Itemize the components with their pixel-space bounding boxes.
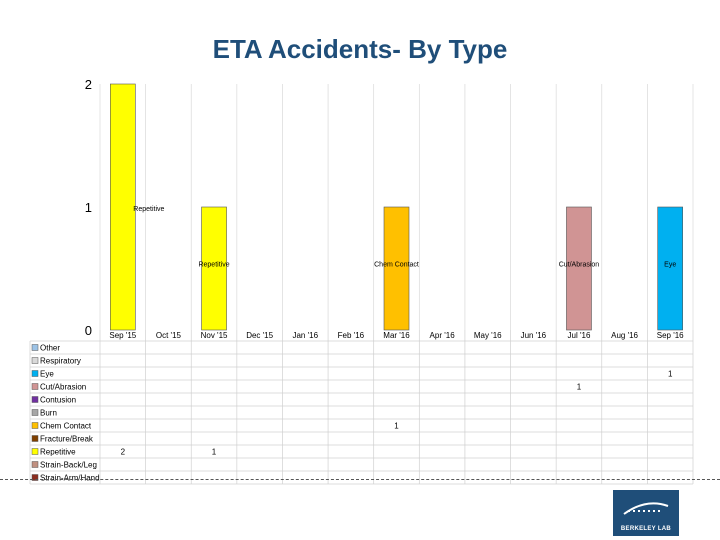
legend-swatch: [32, 397, 38, 403]
bar-annotation: Repetitive: [198, 261, 230, 269]
legend-swatch: [32, 358, 38, 364]
x-tick-label: Jan '16: [292, 331, 319, 340]
bar-repetitive: [202, 207, 227, 330]
x-tick-label: Nov '15: [200, 331, 228, 340]
x-tick-label: Aug '16: [611, 331, 639, 340]
legend-swatch: [32, 384, 38, 390]
bar-annotation: Eye: [664, 261, 677, 269]
chart-title: ETA Accidents- By Type: [212, 34, 508, 64]
logo-text: BERKELEY LAB: [620, 526, 672, 532]
legend-label: Respiratory: [40, 356, 81, 366]
y-tick-label: 1: [84, 200, 92, 215]
slide-divider: [0, 479, 720, 480]
y-tick-label: 0: [84, 323, 92, 338]
bar-cut-abrasion: [566, 207, 591, 330]
legend-label: Strain-Arm/Hand: [40, 473, 100, 483]
x-tick-label: Dec '15: [246, 331, 274, 340]
legend-swatch: [32, 345, 38, 351]
x-tick-label: Jun '16: [520, 331, 547, 340]
y-tick-label: 2: [84, 77, 92, 92]
x-tick-label: Mar '16: [383, 331, 410, 340]
legend-label: Fracture/Break: [40, 434, 93, 444]
legend-label: Repetitive: [40, 447, 76, 457]
bar-annotation: Repetitive: [133, 206, 165, 213]
legend-label: Eye: [40, 369, 54, 379]
legend-label: Contusion: [40, 395, 77, 405]
x-tick-label: Sep '16: [656, 331, 684, 340]
legend-swatch: [32, 449, 38, 455]
legend-label: Burn: [40, 408, 57, 418]
table-cell-value: 1: [667, 369, 673, 379]
legend-swatch: [32, 462, 38, 468]
bar-annotation: Chem Contact: [374, 261, 419, 269]
table-cell-value: 1: [211, 447, 217, 457]
x-tick-label: Apr '16: [429, 331, 455, 340]
legend-swatch: [32, 423, 38, 429]
x-tick-label: May '16: [473, 331, 502, 340]
legend-swatch: [32, 410, 38, 416]
bar-eye: [658, 207, 683, 330]
legend-label: Strain-Back/Leg: [40, 460, 97, 470]
bar-repetitive: [110, 84, 135, 330]
legend-label: Other: [40, 343, 61, 353]
table-cell-value: 1: [394, 421, 399, 431]
x-tick-label: Oct '15: [155, 331, 181, 340]
legend-label: Chem Contact: [40, 421, 92, 431]
x-tick-label: Feb '16: [337, 331, 365, 340]
legend-label: Cut/Abrasion: [40, 382, 87, 392]
berkeley-lab-logo-icon: [622, 496, 670, 518]
legend-swatch: [32, 371, 38, 377]
table-cell-value: 2: [120, 447, 126, 457]
table-cell-value: 1: [576, 382, 582, 392]
bar-chem-contact: [384, 207, 409, 330]
x-tick-label: Jul '16: [567, 331, 591, 340]
legend-swatch: [32, 436, 38, 442]
berkeley-lab-logo: [613, 490, 679, 536]
x-tick-label: Sep '15: [109, 331, 137, 340]
bar-annotation: Cut/Abrasion: [558, 261, 600, 269]
